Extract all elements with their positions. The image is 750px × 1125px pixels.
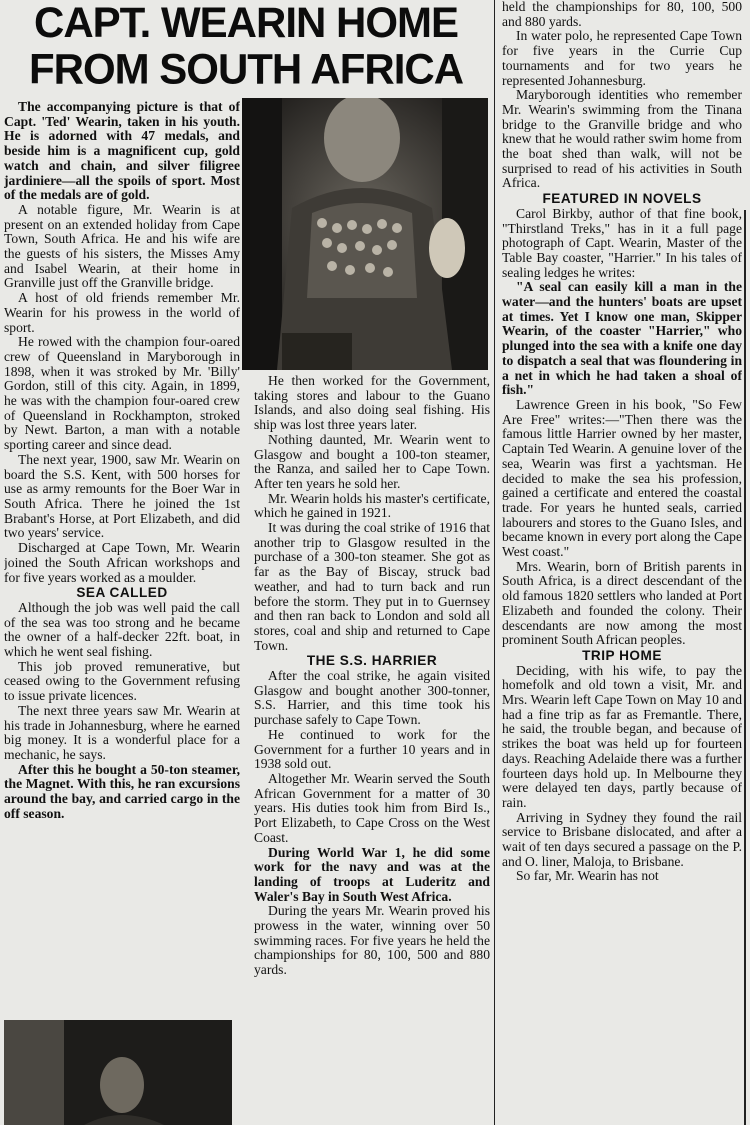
paragraph: Deciding, with his wife, to pay the homefolk and old town a visit, Mr. and Mrs. Wearin left Cape Town on May 10 and had a fine trip as far as Fremantle. There, he said, the trouble began, and because of strikes the boat was held up for fourteen days. Reaching Adelaide there was a further fourteen days hold up. In Melbourne they were delayed ten days, partly because of rain. (502, 662, 742, 810)
subheading-featured-in-novels: FEATURED IN NOVELS (542, 191, 702, 207)
paragraph: Altogether Mr. Wearin served the South African Government for a matter of 30 years. His duties took him from Bird Is., Port Elizabeth, to Cape Cross on the West Coast. (254, 770, 490, 845)
paragraph: He then worked for the Government, taking stores and labour to the Guano Islands, and also doing seal fishing. His ship was lost three years later. (254, 374, 490, 433)
paragraph: The next year, 1900, saw Mr. Wearin on board the S.S. Kent, with 500 horses for use as army remounts for the Boer War in South Africa. There he joined the 1st Brabant's Horse, at Port Elizabeth, and did two years' service. (4, 451, 240, 541)
article-column-2 (254, 374, 490, 1124)
article-headline (0, 0, 492, 93)
paragraph: The next three years saw Mr. Wearin at his trade in Johannesburg, where he earned big money. It is a wonderful place for a mechanic, he says. (4, 702, 240, 762)
paragraph: In water polo, he represented Cape Town for five years in the Currie Cup tournaments and for two years he represented Johannesburg. (502, 28, 742, 88)
photo-caption: The accompanying picture is that of Capt. 'Ted' Wearin, taken in his youth. He is adorned with 47 medals, and beside him is a magnificent cup, gold watch and chain, and silver filigree jardiniere—all the spoils of sport. Most of the medals are of gold. (4, 100, 240, 203)
paragraph: Carol Birkby, author of that fine book, "Thirstland Treks," has in it a full page photograph of Capt. Wearin, Master of the Table Bay coaster, "Harrier." In his tales of sealing ledges he writes: (502, 205, 742, 280)
headline-line-1: CAPT. WEARIN HOME (34, 0, 458, 47)
article-column-3 (502, 0, 742, 1125)
paragraph: Discharged at Cape Town, Mr. Wearin joined the South African workshops and for five years worked as a moulder. (4, 540, 240, 585)
subheading-harrier: THE S.S. HARRIER (306, 653, 438, 669)
right-edge-rule (744, 210, 746, 1125)
headline-line-2: FROM SOUTH AFRICA (28, 44, 464, 93)
paragraph: Maryborough identities who remember Mr. Wearin's swimming from the Tinana bridge to the Granville bridge and who knew that he would rather swim home from the boat shed than walk, will not be surprised to read of his activities in South Africa. (502, 87, 742, 191)
subheading-trip-home: TRIP HOME (582, 647, 662, 663)
quote-paragraph: "A seal can easily kill a man in the water—and the hunters' boats are upset at times. Yet I know one man, Skipper Wearin, of the coaster "Harrier," who plunged into the sea with a knife one day to dispatch a seal that was floundering in a net in which he had taken a shoal of fish." (502, 279, 742, 398)
paragraph: This job proved remunerative, but ceased owing to the Government refusing to issue private licences. (4, 658, 240, 704)
second-photo-image (4, 1020, 232, 1125)
paragraph: He continued to work for the Government for a further 10 years and in 1938 sold out. (254, 726, 490, 772)
paragraph: A host of old friends remember Mr. Wearin for his prowess in the world of sport. (4, 290, 240, 335)
paragraph: So far, Mr. Wearin has not (516, 868, 659, 884)
paragraph: Arriving in Sydney they found the rail service to Brisbane dislocated, and after a wait of ten days secured a passage on the P. and O. liner, Maloja, to Brisbane. (502, 809, 742, 869)
column-divider-2 (494, 0, 495, 1125)
paragraph: He rowed with the champion four-oared crew of Queensland in Maryborough in 1898, when it was stroked by Mr. 'Billy' Gordon, still of this city. Again, in 1899, he was with the champion four-oared crew of Queensland in Rockhampton, stroked by Newt. Barton, a man with a notable sporting career and since dead. (4, 334, 240, 453)
paragraph: Mrs. Wearin, born of British parents in South Africa, is a direct descendant of the old famous 1820 settlers who landed at Port Elizabeth and founded the colony. Their descendants are now among the most prominent South African peoples. (502, 558, 742, 648)
paragraph: A notable figure, Mr. Wearin is at present on an extended holiday from Cape Town, South Africa. He and his wife are the guests of his sisters, the Misses Amy and Isabel Wearin, at their home in Granville just off the Granville bridge. (4, 201, 240, 291)
portrait-photo (242, 98, 488, 370)
paragraph: After the coal strike, he again visited Glasgow and bought another 300-tonner, S.S. Harrier, and this time took his purchase safely to Cape Town. (254, 668, 490, 728)
subheading-sea-called: SEA CALLED (76, 585, 168, 601)
paragraph: During World War 1, he did some work for the navy and was at the landing of troops at Luderitz and Waler's Bay in South West Africa. (254, 844, 490, 904)
paragraph: Lawrence Green in his book, "So Few Are Free" writes:—"Then there was the famous little Harrier owned by her master, Captain Ted Wearin. A genuine lover of the sea, Wearin was first a yachtsman. He decided to make the sea his profession, gained a certificate and entered the coastal trade. For years he hunted seals, carried labourers and stores to the Guano Isles, and became known in every port along the Cape West coast." (502, 396, 742, 560)
portrait-photo-image (242, 98, 488, 370)
paragraph: Although the job was well paid the call of the sea was too strong and he became the owner of a half-decker 22ft. boat, in which he went seal fishing. (4, 599, 240, 660)
paragraph: During the years Mr. Wearin proved his prowess in the water, winning over 50 swimming races. For five years he held the championships for 80, 100, 500 and 880 yards. (254, 903, 490, 978)
paragraph-continued: held the championships for 80, 100, 500 and 880 yards. (502, 0, 742, 29)
paragraph: After this he bought a 50-ton steamer, the Magnet. With this, he ran excursions around the bay, and carried cargo in the off season. (4, 761, 240, 821)
article-column-1 (4, 100, 240, 1015)
paragraph: It was during the coal strike of 1916 that another trip to Glasgow resulted in the purchase of a 300-ton steamer. She got as far as the Bay of Biscay, struck bad weather, and had to turn back and run before the storm. They put in to Guernsey and then ran back to London and sold all stores, coal and ship and returned to Cape Town. (254, 520, 490, 653)
paragraph: Mr. Wearin holds his master's certificate, which he gained in 1921. (254, 490, 490, 521)
second-photo (4, 1020, 232, 1125)
paragraph: Nothing daunted, Mr. Wearin went to Glasgow and bought a 100-ton steamer, the Ranza, and sailed her to Cape Town. After ten years he sold her. (254, 431, 490, 491)
